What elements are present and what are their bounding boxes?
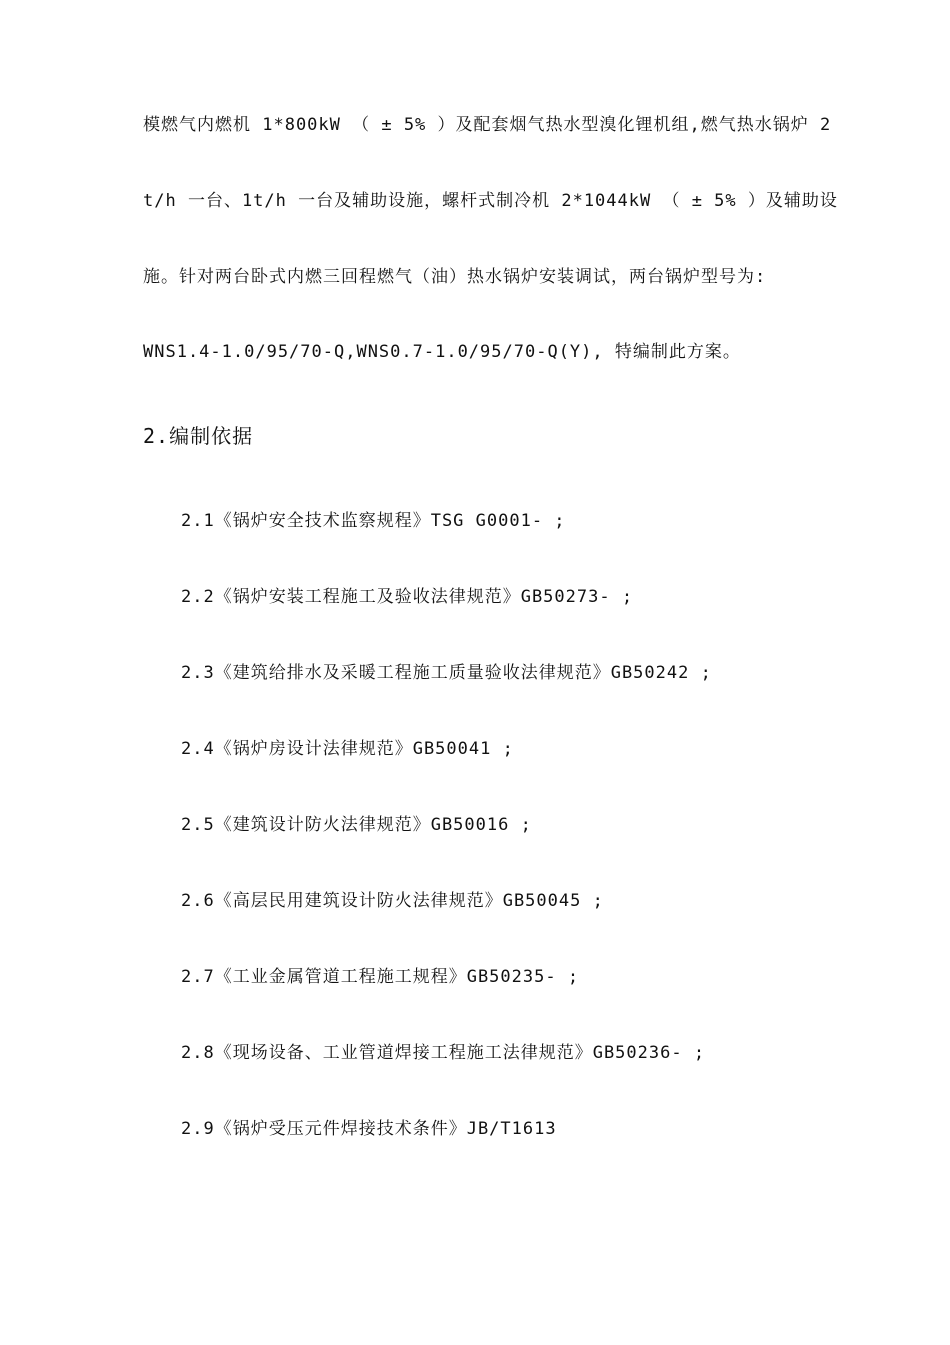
reference-item-2-1: 2.1《锅炉安全技术监察规程》TSG G0001- ; — [181, 511, 566, 531]
body-line-3: 施。针对两台卧式内燃三回程燃气（油）热水锅炉安装调试，两台锅炉型号为: — [143, 267, 767, 287]
body-line-4: WNS1.4-1.0/95/70-Q,WNS0.7-1.0/95/70-Q(Y), 特编制此方案。 — [143, 342, 741, 362]
reference-item-2-8: 2.8《现场设备、工业管道焊接工程施工法律规范》GB50236- ; — [181, 1043, 706, 1063]
body-line-1: 模燃气内燃机 1*800kW （ ± 5% ）及配套烟气热水型溴化锂机组,燃气热水锅炉 2 — [143, 115, 832, 135]
reference-item-2-3: 2.3《建筑给排水及采暖工程施工质量验收法律规范》GB50242 ; — [181, 663, 712, 683]
reference-list — [181, 510, 712, 1194]
reference-item-2-9: 2.9《锅炉受压元件焊接技术条件》JB/T1613 — [181, 1119, 557, 1139]
reference-item-2-5: 2.5《建筑设计防火法律规范》GB50016 ; — [181, 815, 532, 835]
reference-item-2-6: 2.6《高层民用建筑设计防火法律规范》GB50045 ; — [181, 891, 604, 911]
section-heading: 2.编制依据 — [143, 424, 254, 448]
reference-item-2-7: 2.7《工业金属管道工程施工规程》GB50235- ; — [181, 967, 580, 987]
reference-item-2-4: 2.4《锅炉房设计法律规范》GB50041 ; — [181, 739, 514, 759]
body-line-2: t/h 一台、1t/h 一台及辅助设施，螺杆式制冷机 2*1044kW （ ± 5% ）及辅助设 — [143, 191, 838, 211]
reference-item-2-2: 2.2《锅炉安装工程施工及验收法律规范》GB50273- ; — [181, 587, 634, 607]
